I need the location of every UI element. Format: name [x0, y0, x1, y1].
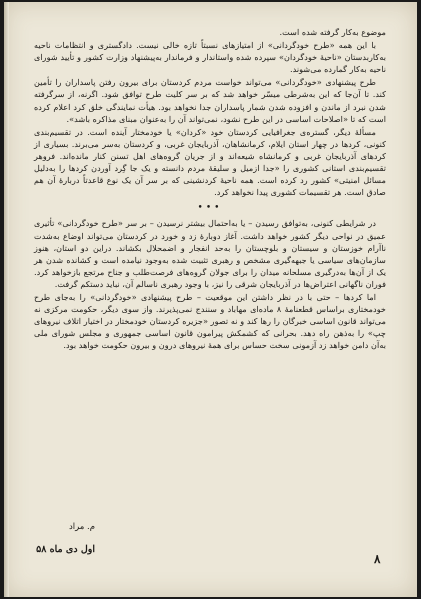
author-signature: م. مراد — [68, 522, 95, 532]
document-page — [4, 2, 417, 597]
paragraph-6: اما کردها – حتی با در نظر داشتن این موقعیت – طرح پیشنهادی «خودگردانی» را به‌جای طرح خودمختاری براساس قطعنامهٔ ۸ ماده‌ای مهاباد و سنندج نمی‌پذیرند. واز سوی دیگر، حکومت مرکزی نه می‌تواند قانون اساسی خبرگان را رها کند و نه تصور «جزیره کردستان خودمختار در اختیار اتلاف نیروهای چپ» را به‌ذهن راه دهد. بحرانی که کشمکش پیرامون قانون اساسی جمهوری و مجلس شورای ملی به‌آن دامن خواهد زد آزمونی سخت حساس برای همهٔ نیروهای درون و بیرون حکومت خواهد بود. — [34, 291, 386, 351]
page-number: ۸ — [374, 552, 381, 566]
paragraph-3: طرح پیشنهادی «خودگردانی» می‌تواند خواست مردم کردستان برای بیرون رفتن پاسداران را تأمین کند. تا آن‌جا که این به‌شرطی میسّر خواهد شد که بر سر کلیت طرح توافق شود. اگرنه، از سرگرفته شدن نبرد از ماندن و افزوده شدن شمار پاسداران جدا نخواهد بود. هیأت نمایندگی خلق کرد اعلام کرده است که تا «اصلاحات اساسی در این طرح نشود، نمی‌تواند آن را به‌عنوان مبنای مذاکره باشد». — [34, 77, 386, 124]
article-body — [34, 26, 386, 351]
paragraph-2: با این همه «طرح خودگردانی» از امتیازهای نسبتاً تازه خالی نیست. دادگستری و انتظامات ناحیه به‌کاربدستان «ناحیهٔ خودگردان» سپرده شده واستاندار و فرماندار به‌پیشنهاد وزارت کشور و تأیید شورای ناحیه به‌کار گمارده می‌شوند. — [34, 40, 386, 75]
section-separator: ••• — [197, 203, 223, 214]
publication-date: اول دی ماه ۵۸ — [36, 544, 95, 555]
paragraph-1: موضوع به‌کار گرفته شده است. — [279, 27, 386, 37]
paragraph-5: در شرایطی کنونی، به‌توافق رسیدن – یا به‌احتمال بیشتر نرسیدن – بر سر «طرح خودگردانی» تأثیری عمیق در نواحی دیگر کشور خواهد داشت. آغاز دوبارهٔ زد و خورد در کردستان می‌تواند اوضاع به‌شدت ناآرام خوزستان و سیستان و بلوچستان را به‌حد انفجار و اضمحلال بکشاند. دراین دو استان، هنوز سازمان‌های سیاسی یا جبهه‌گیری مشخص و رهبری تثبیت شده به‌وجود نیامده است و کشانده شدن هر یک از آن‌ها به‌درگیری مسلحانه میدان را برای جولان گروه‌های فرصت‌طلب و جناح مرتجع بازخواهد کرد. فوران ناگهانی اعتراض‌ها در آذربایجان شرقی را نیز، با وجود رهبری ناسالم آن، نباید دستکم گرفت. — [34, 218, 386, 289]
page-edge-shadow — [4, 2, 9, 597]
paragraph-4: مسألهٔ دیگر، گستره‌ی جغرافیایی کردستان خود «کردان» یا خودمختار آینده است. در تقسیم‌بندی کنونی، کردها در چهار استان ایلام، کرمانشاهان، آذربایجان غربی، و کردستان به‌سر می‌برند. بسیاری از کردهای آذربایجان غربی و کرمانشاه شیعه‌اند و از جریان گروه‌های اهل تسنن کنار مانده‌اند. فروهر تقسیم‌بندی استانی کشوری را «جدا ازمیل و سلیقهٔ مردم دانسته و یک جا گِرد آوردن کردها را به‌دلیل مسائل امنیتی» کشور رد کرده است. همه ناحیهٔ کردنشینی که بر سر آن یک نوع قاعدتاً دربارهٔ آن هم صادق است. هر تقسیمات کشوری پیدا نخواهد کرد. — [34, 126, 386, 198]
